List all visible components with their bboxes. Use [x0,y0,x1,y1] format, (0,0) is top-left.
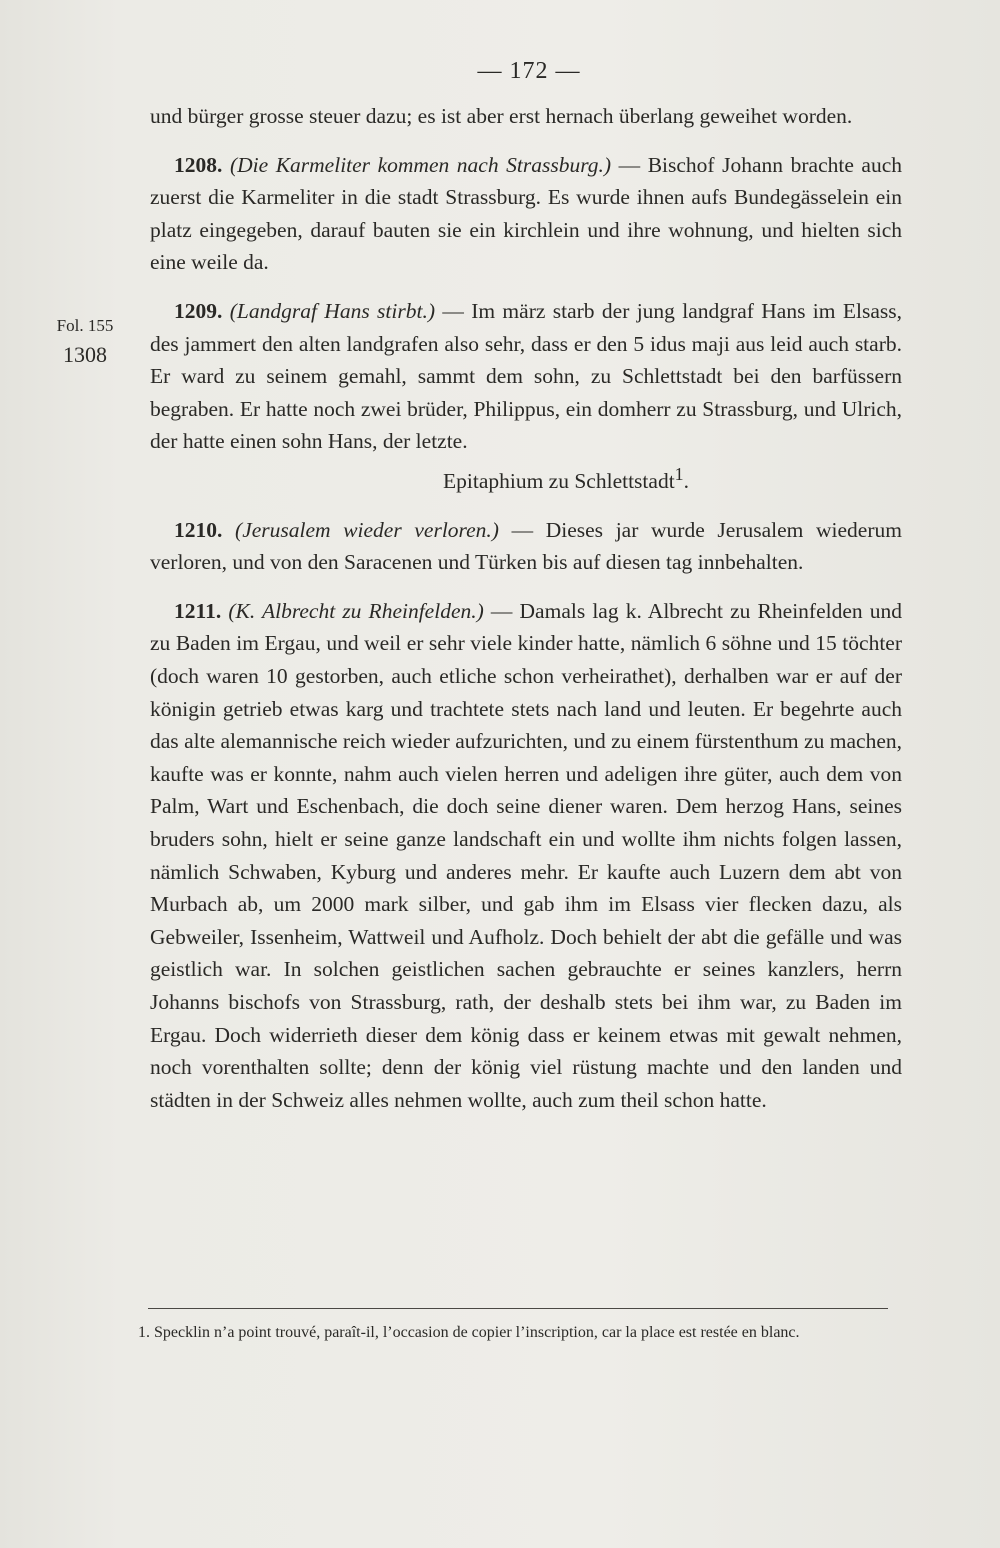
entry-text: — Damals lag k. Albrecht zu Rheinfelden und zu Baden im Ergau, und weil er sehr viele kinder hatte, nämlich 6 söhne und 15 töchter (doch waren 10 gestorben, auch etliche schon verheirathet), derhalben war er auf der königin getrieb etwas karg und trachtete stets nach land und leuten. Er begehrte auch das alte alemannische reich wieder aufzurichten, und zu einem fürstenthum zu machen, kaufte was er konnte, nahm auch vielen herren und adeligen ihre güter, auch dem von Palm, Wart und Eschenbach, die doch seine diener waren. Dem herzog Hans, seines bruders sohn, hielt er seine ganze landschaft ein und wollte ihm nichts folgen lassen, nämlich Schwaben, Kyburg und anderes mehr. Er kaufte auch Luzern dem abt von Murbach ab, um 2000 mark silber, und gab ihm im Elsass vier flecken dazu, als Gebweiler, Issenheim, Wattweil und Aufholz. Doch behielt der abt die gefälle und was geistlich war. In solchen geistlichen sachen gebrauchte er seines kanzlers, herrn Johanns bischofs von Strassburg, rath, der deshalb stets bei ihm war, zu Baden im Ergau. Doch widerrieth dieser dem könig dass er keinem etwas mit gewalt nehmen, noch vorenthalten sollte; denn der könig viel rüstung machte und den landen und städten in der Schweiz alles nehmen wollte, auch zum theil schon hatte. [150,598,903,1112]
footnote-marker: 1 [674,463,684,484]
epitaph-heading: Epitaphium zu Schlettstadt$^1$. [442,463,689,494]
entry-number: 1209. [174,298,223,323]
footnote-divider [148,1308,888,1309]
page-number: — 172 — [477,58,581,84]
entry-text: — Dieses jar wurde Jerusalem wiederum verloren, und von den Saracenen und Türken bis auf diesen tag innbehalten. [150,517,902,575]
margin-year-note: 1308 [63,342,107,367]
entry-title: (K. Albrecht zu Rheinfelden.) [228,598,484,623]
entry-title: (Jerusalem wieder verloren.) [235,517,499,542]
entry-title: (Landgraf Hans stirbt.) [229,298,435,323]
entry-1211 [150,595,902,1117]
main-text [150,100,902,1116]
entry-number: 1208. [174,152,223,177]
entry-number: 1211. [174,598,222,623]
margin-folio-note: Fol. 155 [56,316,114,335]
entry-1209 [150,295,902,458]
entry-1208 [150,149,902,279]
paragraph-continuation: und bürger grosse steuer dazu; es ist aber erst hernach überlang geweihet worden. [150,104,853,128]
entry-1210 [150,514,902,579]
entry-text: — Bischof Johann brachte auch zuerst die Karmeliter in die stadt Strassburg. Es wurde ihnen aufs Bundegässelein ein platz eingegeben, darauf bauten sie ein kirchlein und ihre wohnung, und hielten sich eine weile da. [150,152,903,275]
entry-text: — Im märz starb der jung landgraf Hans im Elsass, des jammert den alten landgrafen also sehr, dass er den 5 idus maji aus leid auch starb. Er ward zu seinem gemahl, sammt dem sohn, zu Schlettstadt bei den barfüssern begraben. Er hatte noch zwei brüder, Philippus, ein domherr zu Strassburg, und Ulrich, der hatte einen sohn Hans, der letzte. [150,298,902,454]
entry-title: (Die Karmeliter kommen nach Strassburg.) [229,152,612,177]
footnote: 1. Specklin n’a point trouvé, paraît-il, l’occasion de copier l’inscription, car la place est restée en blanc. [138,1324,800,1341]
entry-number: 1210. [174,517,223,542]
